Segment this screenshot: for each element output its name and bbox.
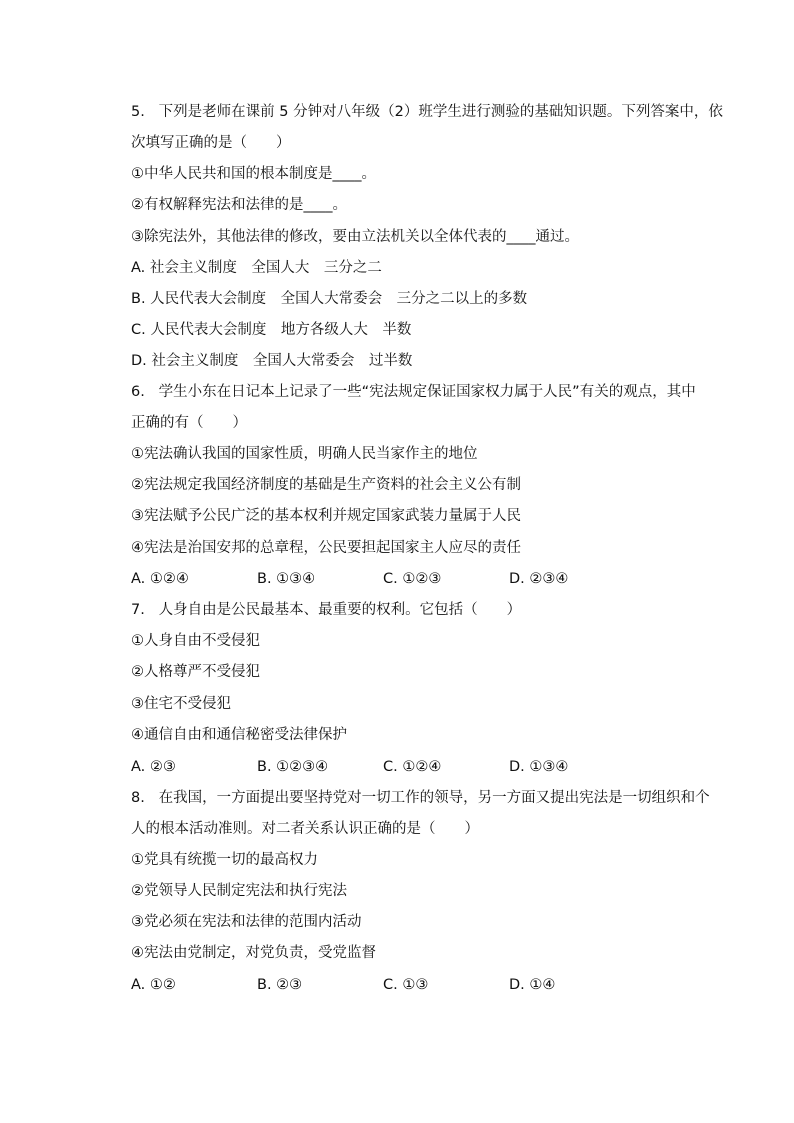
question-6-stem-line-1 xyxy=(131,382,696,402)
question-5-stem-line-2: 次填写正确的是（ ） xyxy=(131,135,291,151)
question-8-statement-4: ④宪法由党制定，对党负责，受党监督 xyxy=(131,945,376,961)
question-7-statement-1: ①人身自由不受侵犯 xyxy=(131,633,260,649)
question-5-stem-line-1 xyxy=(131,102,723,122)
question-7-option-c: C. ①②④ xyxy=(383,759,442,775)
question-7-option-d: D. ①③④ xyxy=(509,759,569,775)
question-8-option-a: A. ①② xyxy=(131,977,176,993)
question-8-option-b: B. ②③ xyxy=(257,977,303,993)
question-8-stem-line-2: 人的根本活动准则。对二者关系认识正确的是（ ） xyxy=(131,821,479,837)
question-6-statement-2: ②宪法规定我国经济制度的基础是生产资料的社会主义公有制 xyxy=(131,477,521,493)
question-6-option-c: C. ①②③ xyxy=(383,571,442,587)
question-5-option-a: A. 社会主义制度 全国人大 三分之二 xyxy=(131,260,382,276)
question-5-number: 5. xyxy=(131,104,145,120)
question-7-option-b: B. ①②③④ xyxy=(257,759,329,775)
question-6-option-a: A. ①②④ xyxy=(131,571,189,587)
question-5-stem-text: 下列是老师在课前 5 分钟对八年级（2）班学生进行测验的基础知识题。下列答案中，依 xyxy=(158,104,723,120)
question-7-option-a: A. ②③ xyxy=(131,759,176,775)
question-8-statement-3: ③党必须在宪法和法律的范围内活动 xyxy=(131,914,362,930)
question-6-stem-text: 学生小东在日记本上记录了一些“宪法规定保证国家权力属于人民”有关的观点，其中 xyxy=(158,384,696,400)
question-6-number: 6. xyxy=(131,384,145,400)
question-6-stem-line-2: 正确的有（ ） xyxy=(131,415,247,431)
question-7-statement-2: ②人格尊严不受侵犯 xyxy=(131,664,260,680)
question-8-statement-1: ①党具有统揽一切的最高权力 xyxy=(131,852,318,868)
question-5-option-b: B. 人民代表大会制度 全国人大常委会 三分之二以上的多数 xyxy=(131,291,528,307)
question-6-statement-3: ③宪法赋予公民广泛的基本权利并规定国家武装力量属于人民 xyxy=(131,508,521,524)
question-7-stem-text: 人身自由是公民最基本、最重要的权利。它包括（ ） xyxy=(158,602,522,618)
question-8-statement-2: ②党领导人民制定宪法和执行宪法 xyxy=(131,883,347,899)
question-6-statement-1: ①宪法确认我国的国家性质，明确人民当家作主的地位 xyxy=(131,446,478,462)
question-5-statement-1: ①中华人民共和国的根本制度是____。 xyxy=(131,166,376,182)
question-5-statement-2: ②有权解释宪法和法律的是____。 xyxy=(131,197,347,213)
question-8-stem-line-1 xyxy=(131,788,710,808)
question-6-option-b: B. ①③④ xyxy=(257,571,316,587)
question-8-number: 8. xyxy=(131,790,145,806)
question-5-option-d: D. 社会主义制度 全国人大常委会 过半数 xyxy=(131,353,413,369)
question-7-stem-line-1 xyxy=(131,600,521,620)
question-6-statement-4: ④宪法是治国安邦的总章程，公民要担起国家主人应尽的责任 xyxy=(131,540,521,556)
question-7-statement-4: ④通信自由和通信秘密受法律保护 xyxy=(131,727,347,743)
question-5-option-c: C. 人民代表大会制度 地方各级人大 半数 xyxy=(131,322,412,338)
question-7-number: 7. xyxy=(131,602,145,618)
question-8-option-d: D. ①④ xyxy=(509,977,556,993)
question-5-statement-3: ③除宪法外，其他法律的修改，要由立法机关以全体代表的____通过。 xyxy=(131,229,579,245)
question-8-option-c: C. ①③ xyxy=(383,977,429,993)
question-6-option-d: D. ②③④ xyxy=(509,571,569,587)
question-8-stem-text: 在我国，一方面提出要坚持党对一切工作的领导，另一方面又提出宪法是一切组织和个 xyxy=(158,790,710,806)
question-7-statement-3: ③住宅不受侵犯 xyxy=(131,696,231,712)
